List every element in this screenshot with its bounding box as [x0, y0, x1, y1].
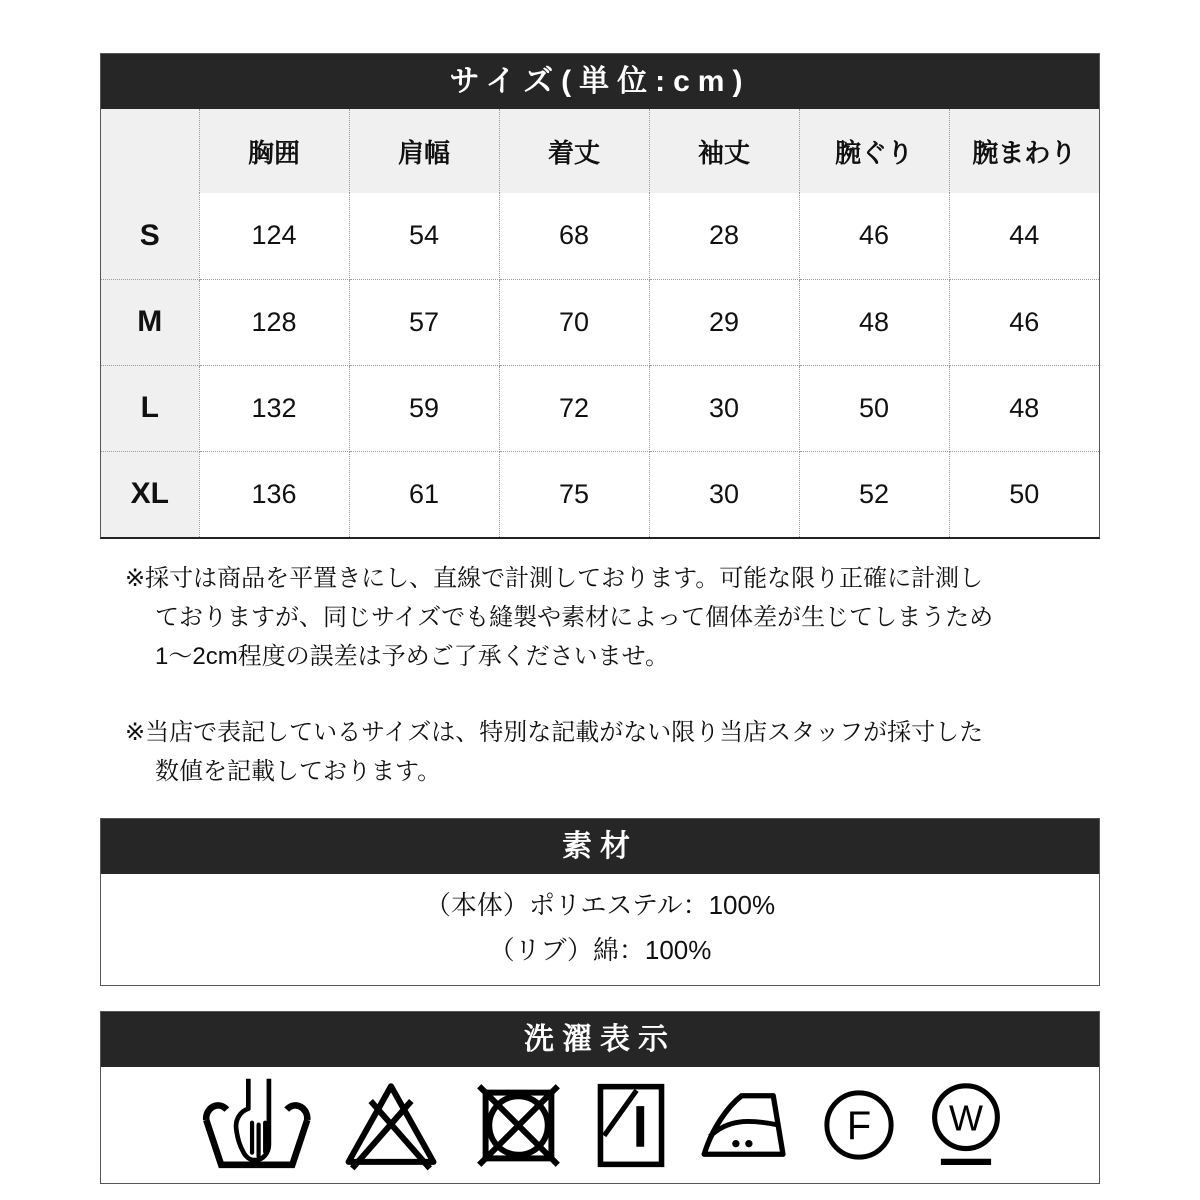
- size-value: 132: [199, 365, 349, 451]
- size-value: 30: [649, 451, 799, 537]
- size-value: 30: [649, 365, 799, 451]
- table-row-xl: [101, 451, 1099, 537]
- line-dry-in-shade-icon: [594, 1078, 668, 1173]
- size-label: L: [101, 365, 199, 451]
- size-value: 46: [799, 193, 949, 279]
- size-value: 128: [199, 279, 349, 365]
- size-value: 46: [949, 279, 1099, 365]
- size-value: 50: [949, 451, 1099, 537]
- size-value: 48: [949, 365, 1099, 451]
- size-value: 61: [349, 451, 499, 537]
- column-header-shoulder: 肩幅: [349, 109, 499, 193]
- table-row-s: [101, 193, 1099, 279]
- wet-clean-icon: [926, 1080, 1006, 1170]
- material-line-body: （本体）ポリエステル：100%: [424, 890, 776, 920]
- size-value: 59: [349, 365, 499, 451]
- table-row-m: [101, 279, 1099, 365]
- measurement-notes: [100, 559, 1100, 791]
- size-value: 50: [799, 365, 949, 451]
- do-not-bleach-icon: [339, 1077, 443, 1173]
- size-value: 68: [499, 193, 649, 279]
- size-value: 29: [649, 279, 799, 365]
- material-title: 素材: [101, 819, 1099, 874]
- size-value: 136: [199, 451, 349, 537]
- size-table-header-row: [101, 109, 1099, 193]
- hand-wash-icon: [195, 1078, 311, 1173]
- dry-clean-petroleum-icon: [820, 1086, 898, 1164]
- column-header-sleeve: 袖丈: [649, 109, 799, 193]
- note-line: ておりますが、同じサイズでも縫製や素材によって個体差が生じてしまうため: [155, 604, 994, 631]
- note-line: 1〜2cm程度の誤差は予めご了承くださいませ。: [155, 643, 669, 670]
- size-value: 44: [949, 193, 1099, 279]
- material-section: [100, 818, 1100, 986]
- note-measurement-accuracy: [125, 559, 1100, 676]
- note-line: ※採寸は商品を平置きにし、直線で計測しております。可能な限り正確に計測し: [125, 565, 984, 592]
- size-value: 52: [799, 451, 949, 537]
- material-body: [101, 874, 1099, 985]
- wash-care-title: 洗濯表示: [101, 1012, 1099, 1067]
- size-table: [101, 109, 1099, 537]
- size-table-section: [100, 53, 1100, 539]
- note-line: 数値を記載しております。: [155, 758, 442, 785]
- size-table-title: サイズ(単位:cm): [101, 54, 1099, 109]
- iron-medium-two-dots-icon: [696, 1086, 792, 1164]
- note-staff-measured: [125, 713, 1100, 791]
- size-value: 57: [349, 279, 499, 365]
- wet-clean-letter: W: [948, 1097, 983, 1139]
- size-value: 70: [499, 279, 649, 365]
- table-row-l: [101, 365, 1099, 451]
- size-value: 75: [499, 451, 649, 537]
- size-spec-sheet: [100, 0, 1100, 1184]
- wash-care-symbols: [101, 1067, 1099, 1183]
- note-line: ※当店で表記しているサイズは、特別な記載がない限り当店スタッフが採寸した: [125, 719, 984, 746]
- dry-clean-letter: F: [846, 1103, 871, 1148]
- material-line-rib: （リブ）綿：100%: [488, 935, 712, 965]
- corner-cell: [101, 109, 199, 193]
- wash-care-section: [100, 1011, 1100, 1184]
- size-value: 72: [499, 365, 649, 451]
- column-header-armhole: 腕ぐり: [799, 109, 949, 193]
- size-value: 28: [649, 193, 799, 279]
- column-header-length: 着丈: [499, 109, 649, 193]
- size-value: 54: [349, 193, 499, 279]
- column-header-chest: 胸囲: [199, 109, 349, 193]
- size-label: M: [101, 279, 199, 365]
- do-not-tumble-dry-icon: [471, 1078, 566, 1173]
- size-label: XL: [101, 451, 199, 537]
- size-value: 124: [199, 193, 349, 279]
- size-value: 48: [799, 279, 949, 365]
- size-label: S: [101, 193, 199, 279]
- column-header-arm-width: 腕まわり: [949, 109, 1099, 193]
